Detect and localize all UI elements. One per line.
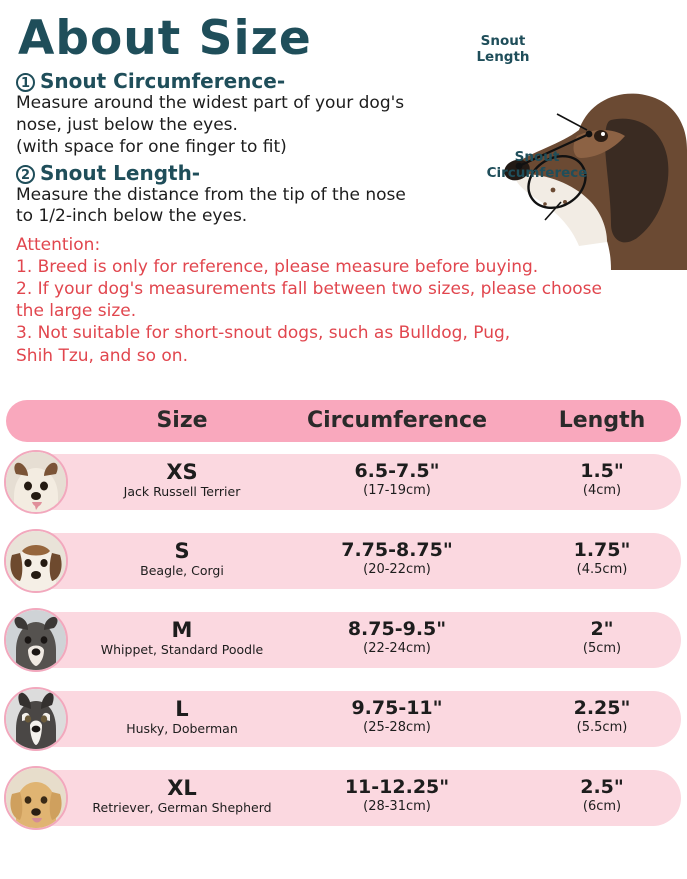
row-length-cell [522,541,682,577]
snout-length-label-line-2: Length [476,48,530,65]
table-header-row [0,398,687,450]
row-length-cell [522,620,682,656]
table-row [0,529,687,608]
row-length-cm: (6cm) [582,799,622,814]
row-size: L [175,697,189,721]
instruction-2-line-1: Measure the distance from the tip of the nose [16,184,406,205]
row-size-cell [92,541,272,578]
row-circumference-cm: (17-19cm) [363,483,431,498]
snout-length-label [469,34,537,65]
row-breeds: Whippet, Standard Poodle [100,642,264,657]
row-size-cell [92,620,272,657]
row-circumference-inches: 9.75-11" [351,697,443,719]
row-breeds: Husky, Doberman [126,721,238,736]
row-length-inches: 2.5" [580,776,624,798]
avatar [4,529,68,593]
row-circumference-cell [272,778,522,814]
row-size: S [174,539,190,563]
avatar [4,687,68,751]
instruction-1-heading [16,69,466,93]
row-size: XL [167,776,197,800]
instruction-2-line-2: to 1/2-inch below the eyes. [16,206,248,227]
instruction-2-heading [16,161,466,185]
instruction-1-line-2: nose, just below the eyes. [16,115,238,136]
attention-title: Attention: [16,235,101,256]
row-length-inches: 2.25" [573,697,631,719]
attention-line-5: Shih Tzu, and so on. [16,345,188,366]
row-circumference-cm: (28-31cm) [363,799,431,814]
row-circumference-cell [272,462,522,498]
avatar [4,608,68,672]
column-header-circumference: Circumference [306,408,488,433]
row-circumference-cell [272,699,522,735]
page-title: About Size [18,11,312,66]
row-breeds: Beagle, Corgi [140,563,224,578]
instruction-1-line-1: Measure around the widest part of your dog's [16,93,405,114]
row-size-cell [92,462,272,499]
attention-line-4: 3. Not suitable for short-snout dogs, such as Bulldog, Pug, [16,323,511,344]
instruction-1-line-3: (with space for one finger to fit) [16,136,287,157]
avatar [4,766,68,830]
attention-line-2: 2. If your dog's measurements fall between two sizes, please choose [16,279,602,300]
attention-line-3: the large size. [16,301,137,322]
row-length-cm: (4.5cm) [576,562,628,577]
row-circumference-inches: 6.5-7.5" [354,460,440,482]
step-number-2-icon: 2 [16,165,35,184]
row-length-cm: (4cm) [582,483,622,498]
row-length-inches: 2" [590,618,614,640]
table-row [0,766,687,845]
row-circumference-cm: (25-28cm) [363,720,431,735]
attention-line-1: 1. Breed is only for reference, please measure before buying. [16,257,539,278]
column-header-length: Length [558,408,646,433]
row-breeds: Jack Russell Terrier [123,484,241,499]
table-row [0,687,687,766]
row-size: M [171,618,193,642]
row-length-inches: 1.5" [580,460,624,482]
column-header-size: Size [156,408,208,433]
snout-circumference-label [477,150,597,181]
row-size-cell [92,778,272,815]
row-circumference-inches: 11-12.25" [344,776,450,798]
row-circumference-inches: 8.75-9.5" [347,618,447,640]
row-circumference-cm: (22-24cm) [363,641,431,656]
row-breeds: Retriever, German Shepherd [92,800,272,815]
row-length-cm: (5cm) [582,641,622,656]
step-number-1-icon: 1 [16,73,35,92]
row-length-cm: (5.5cm) [576,720,628,735]
instructions-block [16,69,466,228]
table-row [0,450,687,529]
instruction-2-title: Snout Length- [40,160,201,185]
size-table [0,398,687,845]
row-circumference-cm: (20-22cm) [363,562,431,577]
snout-circumference-label-line-1: Snout [514,149,560,165]
row-circumference-cell [272,620,522,656]
row-length-inches: 1.75" [573,539,631,561]
row-circumference-inches: 7.75-8.75" [341,539,453,561]
row-size: XS [166,460,198,484]
avatar [4,450,68,514]
snout-length-label-line-1: Snout [480,33,526,49]
row-circumference-cell [272,541,522,577]
table-row [0,608,687,687]
instruction-1-title: Snout Circumference- [40,69,286,94]
row-length-cell [522,462,682,498]
row-size-cell [92,699,272,736]
snout-circumference-label-line-2: Circumferece [486,164,588,181]
row-length-cell [522,699,682,735]
row-length-cell [522,778,682,814]
